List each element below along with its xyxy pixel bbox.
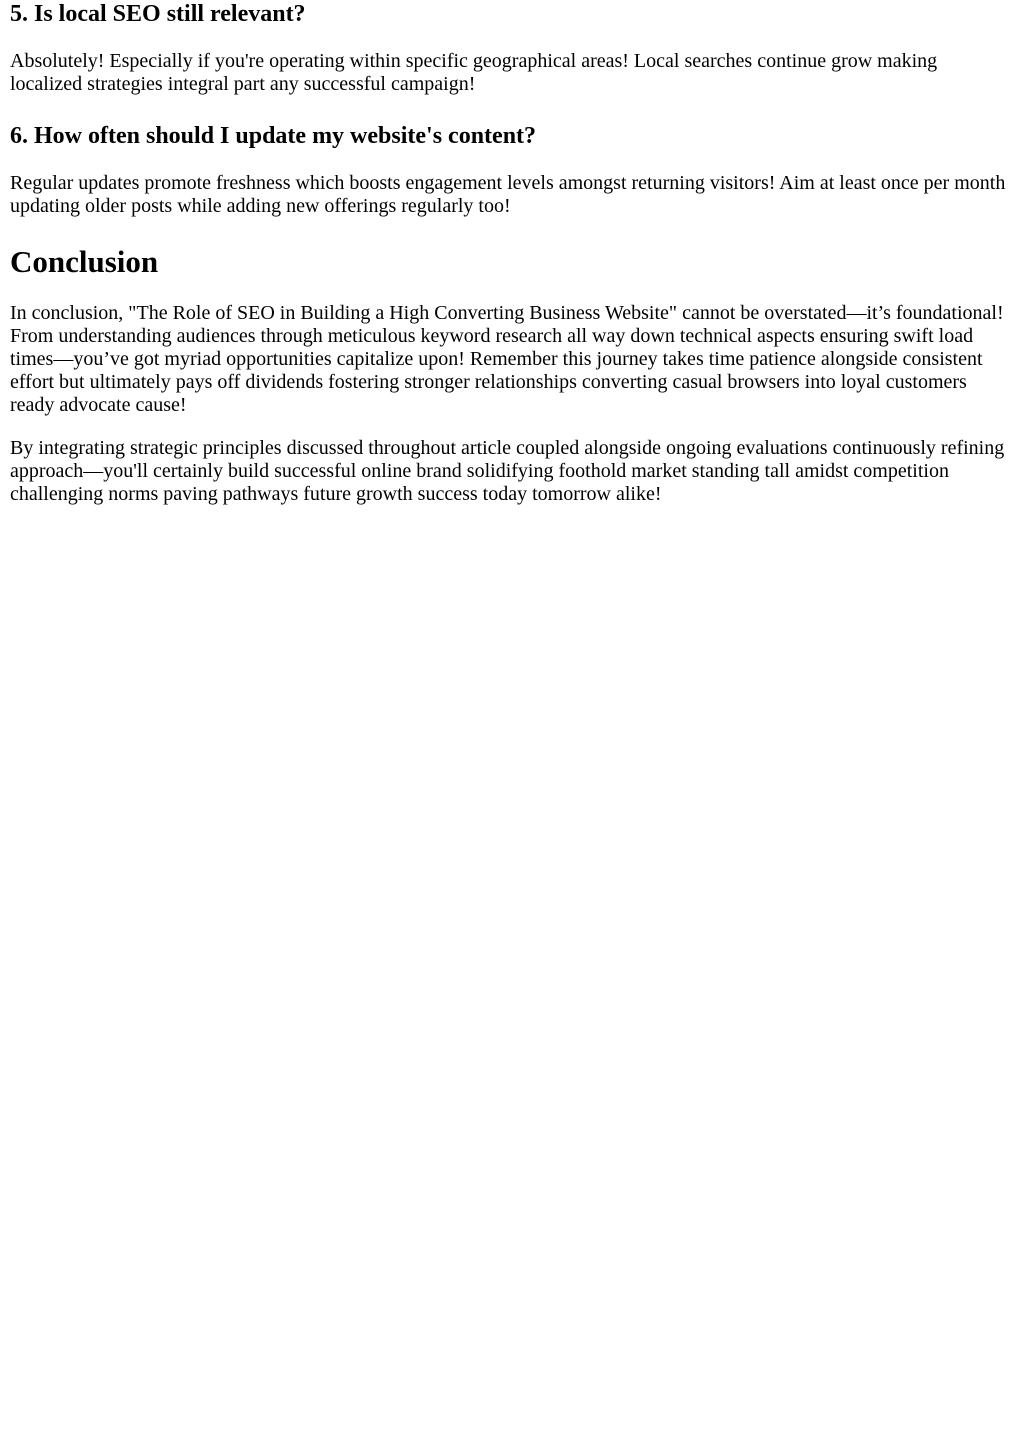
- faq-question-5: 5. Is local SEO still relevant?: [10, 1, 306, 27]
- conclusion-heading: Conclusion: [10, 244, 159, 279]
- article-body: [0, 0, 1024, 506]
- conclusion-paragraph-1: In conclusion, "The Role of SEO in Building a High Converting Business Website" cannot be overstated—it’s foundational! From understanding audiences through meticulous keyword research all way down technical aspects ensuring swift load times—you’ve got myriad opportunities capitalize upon! Remember this journey takes time patience alongside consistent effort but ultimately pays off dividends fostering stronger relationships converting casual browsers into loyal customers ready advocate cause!: [10, 302, 1004, 416]
- faq-question-6: 6. How often should I update my website's content?: [10, 123, 537, 149]
- faq-answer-6: Regular updates promote freshness which boosts engagement levels amongst returning visitors! Aim at least once per month updating older posts while adding new offerings regularly too!: [10, 172, 1006, 217]
- conclusion-paragraph-2: By integrating strategic principles discussed throughout article coupled alongside ongoing evaluations continuously refining approach—you'll certainly build successful online brand solidifying foothold market standing tall amidst competition challenging norms paving pathways future growth success today tomorrow alike!: [10, 437, 1005, 505]
- faq-answer-5: Absolutely! Especially if you're operating within specific geographical areas! Local searches continue grow making localized strategies integral part any successful campaign!: [10, 50, 938, 95]
